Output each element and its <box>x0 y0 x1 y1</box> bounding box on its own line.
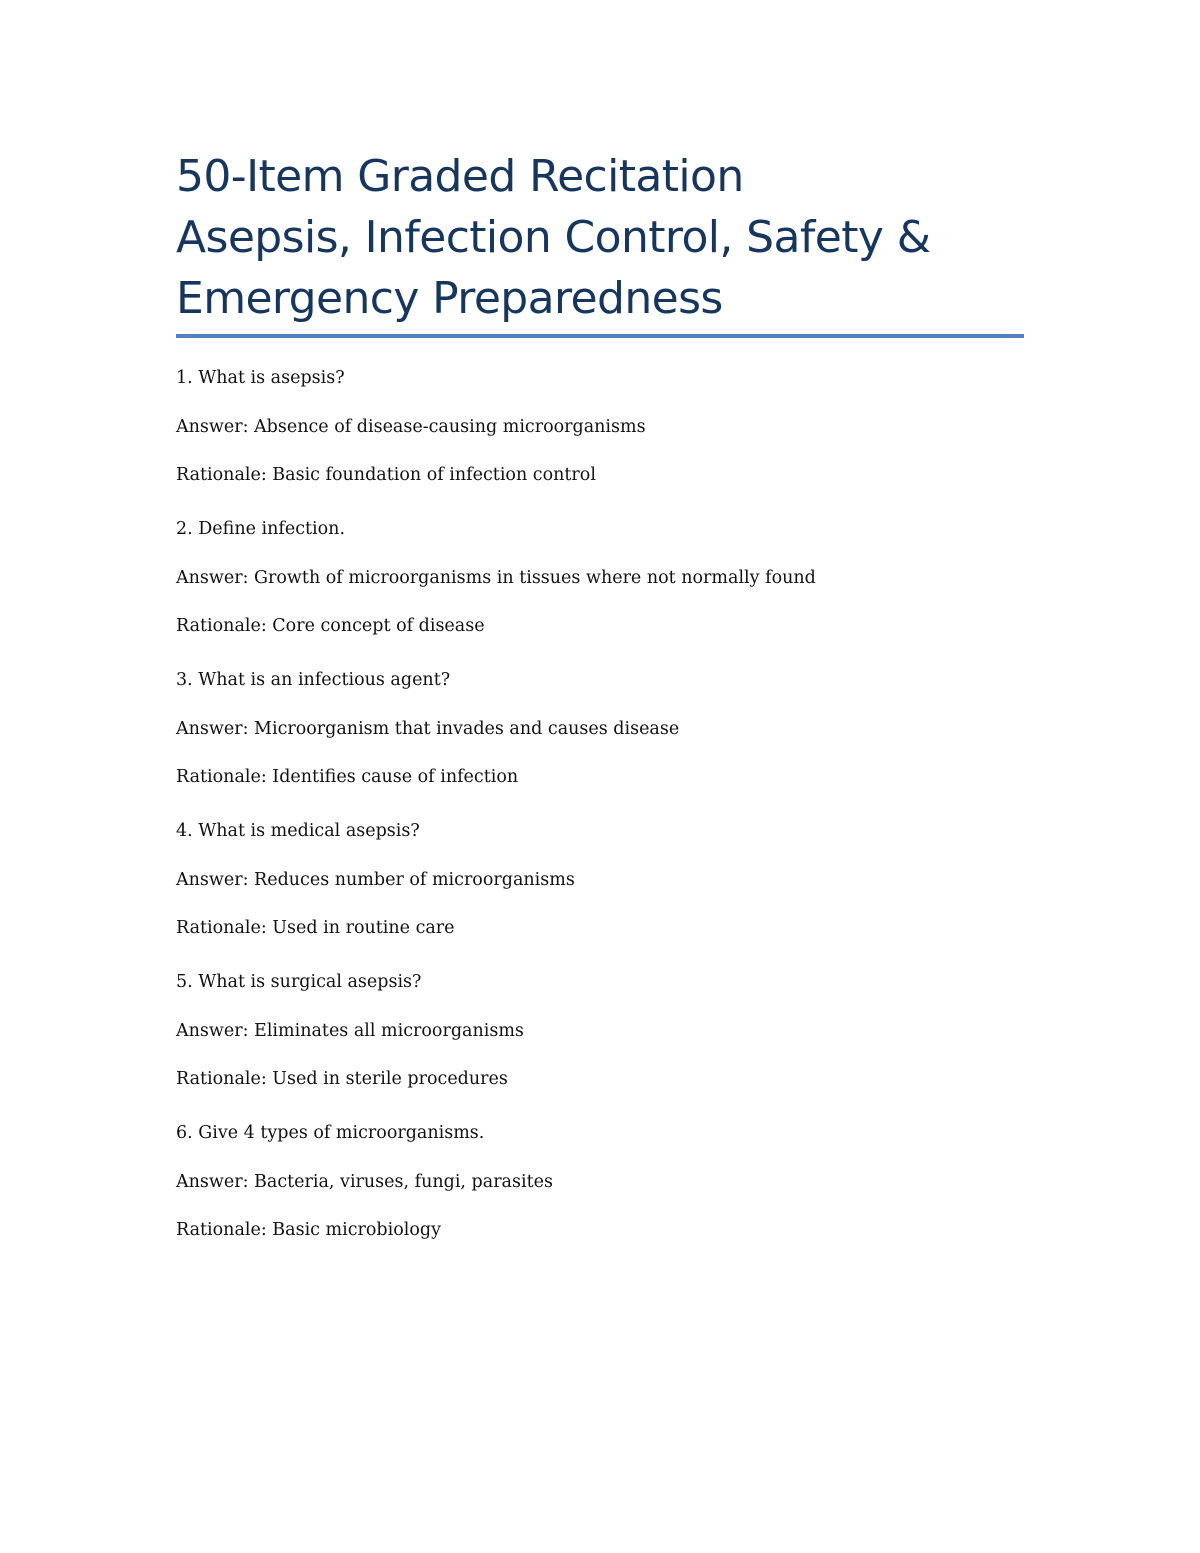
question-item <box>176 366 1024 487</box>
title-line-1: 50-Item Graded Recitation <box>176 151 744 202</box>
title-underline-divider <box>176 334 1024 338</box>
answer-text: Answer: Bacteria, viruses, fungi, parasites <box>176 1171 553 1192</box>
answer-text: Answer: Microorganism that invades and causes disease <box>176 718 680 739</box>
rationale-text: Rationale: Basic microbiology <box>176 1220 441 1240</box>
question-item <box>176 970 1024 1091</box>
question-text: 4. What is medical asepsis? <box>176 821 420 841</box>
question-item <box>176 819 1024 940</box>
question-text: 3. What is an infectious agent? <box>176 670 451 690</box>
title-line-3: Emergency Preparedness <box>176 273 723 324</box>
question-list <box>176 366 1024 1272</box>
question-text: 6. Give 4 types of microorganisms. <box>176 1123 485 1143</box>
question-item <box>176 1121 1024 1242</box>
answer-text: Answer: Reduces number of microorganisms <box>176 869 575 890</box>
rationale-text: Rationale: Identifies cause of infection <box>176 767 519 787</box>
rationale-text: Rationale: Used in routine care <box>176 918 455 938</box>
question-text: 1. What is asepsis? <box>176 368 345 388</box>
document-title <box>176 146 1024 329</box>
question-item <box>176 517 1024 638</box>
answer-text: Answer: Growth of microorganisms in tissues where not normally found <box>176 567 816 588</box>
rationale-text: Rationale: Used in sterile procedures <box>176 1069 508 1089</box>
rationale-text: Rationale: Core concept of disease <box>176 616 485 636</box>
question-item <box>176 668 1024 789</box>
question-text: 5. What is surgical asepsis? <box>176 972 422 992</box>
question-text: 2. Define infection. <box>176 519 346 539</box>
title-line-2: Asepsis, Infection Control, Safety & <box>176 212 931 263</box>
answer-text: Answer: Absence of disease-causing microorganisms <box>176 416 646 437</box>
answer-text: Answer: Eliminates all microorganisms <box>176 1020 524 1041</box>
rationale-text: Rationale: Basic foundation of infection control <box>176 465 596 485</box>
